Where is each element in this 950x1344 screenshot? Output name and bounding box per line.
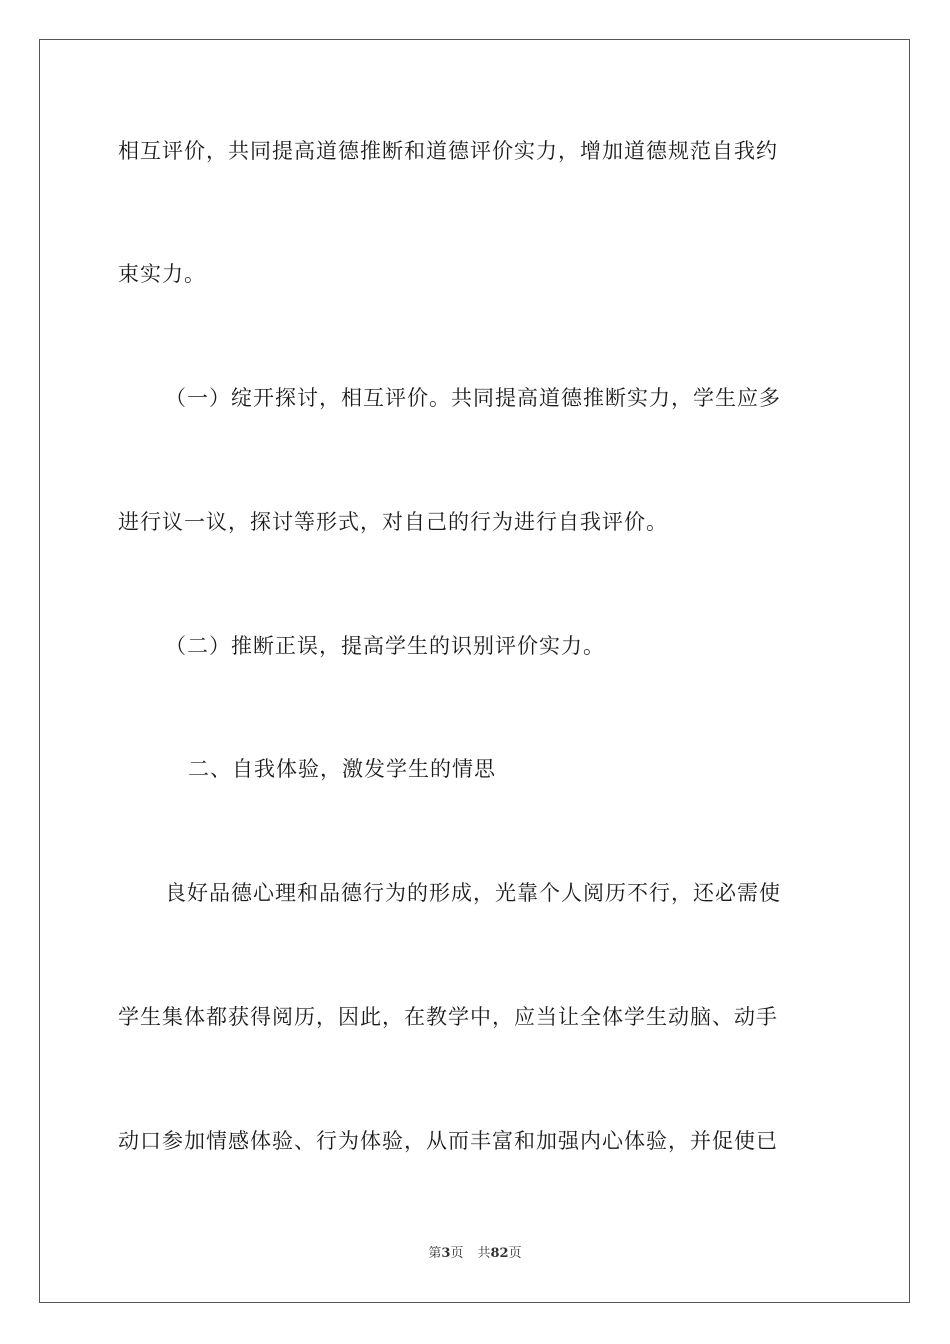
body-line-1: 相互评价，共同提高道德推断和道德评价实力，增加道德规范自我约 xyxy=(118,139,778,163)
page-footer xyxy=(0,1245,950,1263)
body-line-5: （二）推断正误，提高学生的识别评价实力。 xyxy=(165,634,605,658)
page-border xyxy=(39,39,910,1303)
body-line-3: （一）绽开探讨，相互评价。共同提高道德推断实力，学生应多 xyxy=(165,386,781,410)
body-line-7: 良好品德心理和品德行为的形成，光靠个人阅历不行，还必需使 xyxy=(165,881,781,905)
body-line-4: 进行议一议，探讨等形式，对自己的行为进行自我评价。 xyxy=(118,510,668,534)
body-line-2: 束实力。 xyxy=(118,262,206,286)
total-suffix: 页 xyxy=(508,1246,522,1261)
body-line-9: 动口参加情感体验、行为体验，从而丰富和加强内心体验，并促使已 xyxy=(118,1129,778,1153)
page-suffix: 页 xyxy=(450,1246,464,1261)
total-prefix: 共 xyxy=(477,1246,491,1261)
body-line-8: 学生集体都获得阅历，因此，在教学中，应当让全体学生动脑、动手 xyxy=(118,1005,778,1029)
page-prefix: 第 xyxy=(428,1246,442,1261)
page-number: 3 xyxy=(441,1246,451,1261)
section-heading: 二、自我体验，激发学生的情思 xyxy=(188,757,496,781)
total-pages: 82 xyxy=(490,1246,509,1261)
